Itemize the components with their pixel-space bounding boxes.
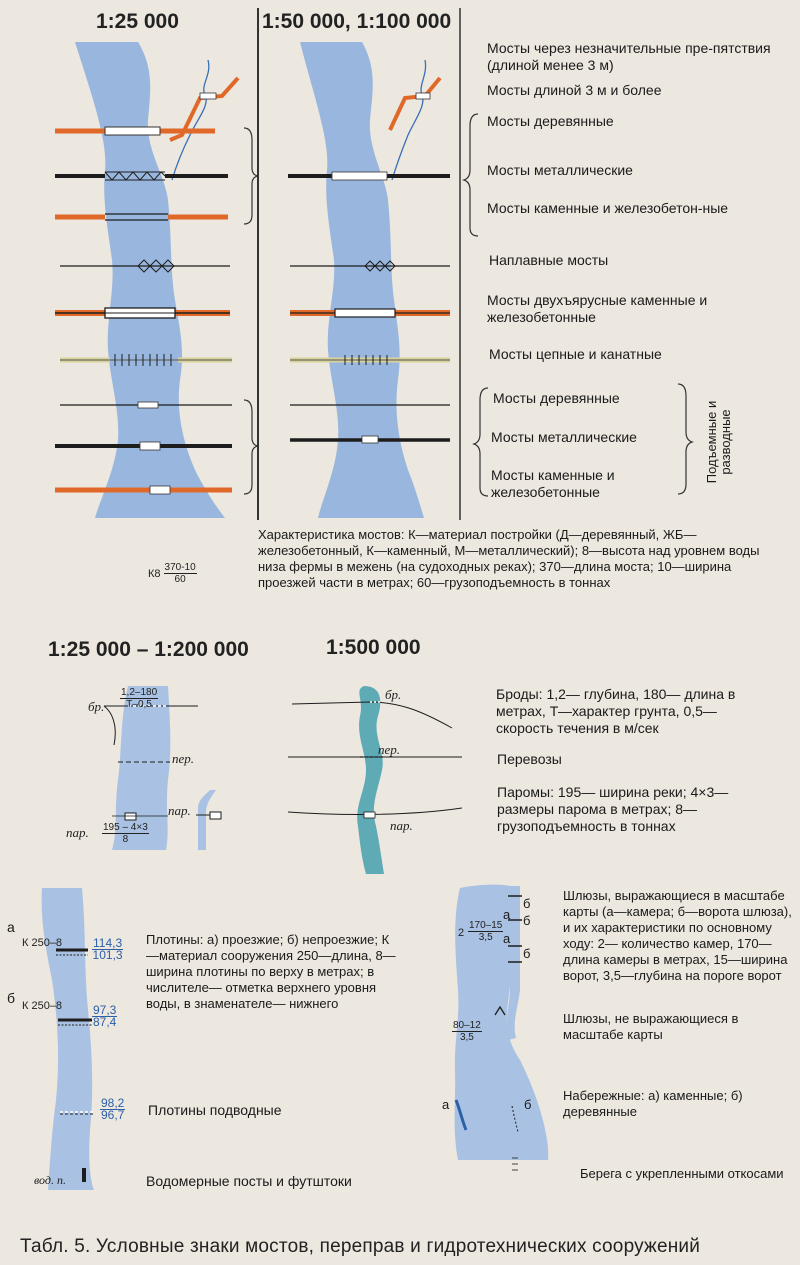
label-metal-bridges: Мосты металлические (487, 162, 633, 178)
underwater-fraction (100, 1098, 125, 1121)
raft-fraction (102, 822, 149, 845)
label-bridges-3m: Мосты длиной 3 м и более (487, 82, 662, 98)
raft-denominator: 8 (122, 834, 129, 845)
ford-numerator: 1,2–180 (121, 687, 158, 698)
raft-abbr-left: пар. (66, 825, 89, 840)
embank-text: Набережные: а) каменные; б) деревянные (563, 1088, 743, 1119)
bridge-description: Характеристика мостов: К—материал постройки (Д—деревянный, ЖБ—железобетонный, К—каменный, М—металлический); 8—высота над уровнем воды низа фермы в межень (на судоходных реках); 370—длина моста; 10—ширина проезжей части в метрах; 60—грузоподъемность в тоннах (258, 527, 760, 590)
dam-letter-a: а (7, 919, 15, 935)
lock-numerator: 170–15 (469, 920, 503, 931)
bridge-key-fraction (164, 562, 197, 585)
gauge-text: Водомерные посты и футштоки (146, 1173, 352, 1189)
label-lift-wooden: Мосты деревянные (493, 390, 620, 406)
lock2-denominator: 3,5 (459, 1032, 474, 1043)
embank-letter-b: б (524, 1097, 532, 1112)
ford-text: Броды: 1,2— глубина, 180— длина в метрах, Т—характер грунта, 0,5— скорость течения в м/сек (496, 686, 736, 736)
label-double-deck-bridges: Мосты двухъярусные каменные и железобетонные (487, 292, 708, 325)
bridge-key-prefix: К8 (148, 567, 161, 580)
raft-abbr-right: пар. (390, 818, 413, 833)
raft-abbr-side: пар. (168, 803, 191, 818)
lock-letter-b1: б (523, 896, 531, 911)
lock-count: 2 (458, 927, 465, 939)
teal-river (357, 686, 384, 874)
lock-letter-a1: а (503, 907, 511, 922)
raft-text: Паромы: 195— ширина реки; 4×3— размеры парома в метрах; 8—грузоподъемность в тоннах (497, 784, 729, 834)
ford-denominator: Т–0,5 (126, 699, 152, 710)
dam-a-top: 114,3 (93, 936, 123, 950)
label-wooden-bridges: Мосты деревянные (487, 113, 614, 129)
dam-a-code: К 250–8 (22, 937, 63, 949)
lock2-fraction (452, 1020, 482, 1043)
bridge-key (148, 562, 197, 585)
ford-fraction (120, 687, 158, 710)
lock-text-2: Шлюзы, не выражающиеся в масштабе карты (563, 1011, 739, 1042)
lift-label-text: Подъемные и разводные (704, 400, 733, 484)
label-lift-metal: Мосты металлические (491, 429, 637, 445)
ford-abbr-right: бр. (385, 687, 402, 702)
lock-text: Шлюзы, выражающиеся в масштабе карты (а—камера; б—ворота шлюза), и их характеристики по основному ходу: 2— количество камер, 170—длина камеры в метрах, 15—ширина ворот, 3,5—глубина на пороге ворот (563, 888, 792, 983)
lock-fraction (468, 920, 503, 943)
lock-letter-b2: б (523, 913, 531, 928)
scale-left-title: 1:25 000 (96, 10, 179, 33)
dam-letter-b: б (7, 990, 16, 1006)
dam-b-fraction (92, 1005, 117, 1028)
dam-text: Плотины: а) проезжие; б) непроезжие; К—материал сооружения 250—длина, 8—ширина плотины по верху в метрах; в числителе— отметка верхнего уровня воды, в знаменателе— нижнего (146, 932, 396, 1011)
bridge-key-numerator: 370-10 (164, 562, 196, 573)
ferry-abbr-left: пер. (172, 751, 195, 766)
bank-text: Берега с укрепленными откосами (580, 1166, 784, 1181)
lock2-numerator: 80–12 (453, 1020, 481, 1031)
label-floating-bridges: Наплавные мосты (489, 252, 609, 268)
river-right (300, 42, 424, 518)
dam-b-bottom: 87,4 (93, 1015, 117, 1029)
dam-a-bottom: 101,3 (92, 948, 123, 962)
lock-letter-a2: а (503, 931, 511, 946)
lock-denominator: 3,5 (478, 932, 493, 943)
underwater-text: Плотины подводные (148, 1102, 282, 1118)
gauge-abbr: вод. п. (34, 1173, 66, 1187)
label-lift-stone: Мосты каменные и железобетонные (491, 467, 615, 500)
table-caption: Табл. 5. Условные знаки мостов, переправ и гидротехнических сооружений (20, 1236, 701, 1257)
ferry-abbr-right: пер. (378, 742, 401, 757)
scale-fords-right: 1:500 000 (326, 636, 421, 659)
ferry-text: Перевозы (497, 751, 562, 767)
embank-letter-a: а (442, 1097, 450, 1112)
underwater-bottom: 96,7 (101, 1108, 125, 1122)
lock-letter-b3: б (523, 946, 531, 961)
bridge-key-denominator: 60 (174, 574, 186, 585)
dam-b-top: 97,3 (93, 1003, 117, 1017)
label-minor-bridges: Мосты через незначительные пре-пятствия (длиной менее 3 м) (487, 40, 771, 73)
scale-right-title: 1:50 000, 1:100 000 (262, 10, 452, 33)
underwater-top: 98,2 (101, 1096, 125, 1110)
raft-numerator: 195 – 4×3 (103, 822, 148, 833)
dam-b-code: К 250–8 (22, 1000, 63, 1012)
dam-a-fraction (92, 938, 123, 961)
dam-river (42, 888, 94, 1190)
lift-label-vertical (702, 390, 738, 500)
ford-abbr-left: бр. (88, 699, 105, 714)
scale-fords-left: 1:25 000 – 1:200 000 (48, 638, 249, 661)
label-chain-bridges: Мосты цепные и канатные (489, 346, 662, 362)
label-stone-bridges: Мосты каменные и железобетон-ные (487, 200, 729, 216)
